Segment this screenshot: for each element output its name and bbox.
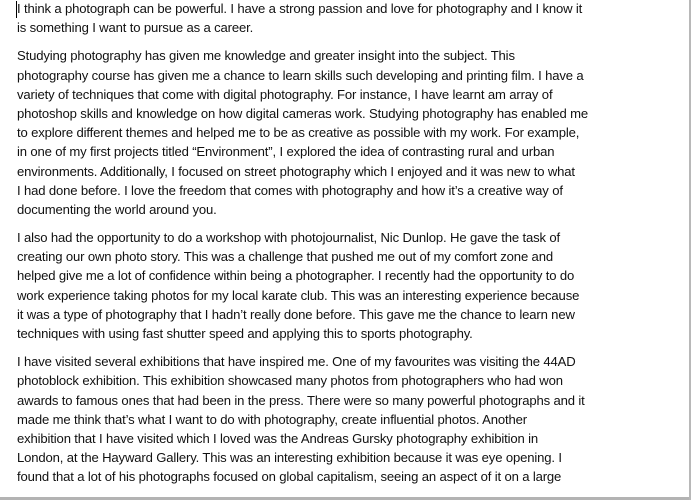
text-line: creating our own photo story. This was a challenge that pushed me out of my comfort zone and <box>17 249 553 265</box>
paragraph-4 <box>17 352 685 486</box>
text-line: I had done before. I love the freedom that comes with photography and how it’s a creative way of <box>17 182 563 198</box>
text-line: awards to famous ones that had been in the press. There were so many powerful photographs and it <box>17 392 585 408</box>
text-line: photography course has given me a chance to learn skills such developing and printing film. I have a <box>17 67 584 83</box>
text-line: in one of my first projects titled “Environment”, I explored the idea of contrasting rural and urban <box>17 144 555 160</box>
text-line: Studying photography has given me knowledge and greater insight into the subject. This <box>17 48 515 64</box>
text-line: helped give me a lot of confidence within being a photographer. I recently had the opportunity to do <box>17 268 575 284</box>
text-line: photoshop skills and knowledge on how digital cameras work. Studying photography has enabled me <box>17 105 588 121</box>
text-line: is something I want to pursue as a career. <box>17 20 254 36</box>
text-line: I think a photograph can be powerful. I have a strong passion and love for photography and I know it <box>17 1 583 16</box>
paragraph-1 <box>17 0 685 37</box>
text-line: photoblock exhibition. This exhibition showcased many photos from photographers who had won <box>17 373 563 389</box>
text-line: to explore different themes and helped me to be as creative as possible with my work. For example, <box>17 125 580 141</box>
text-line: I also had the opportunity to do a workshop with photojournalist, Nic Dunlop. He gave the task of <box>17 230 560 246</box>
text-line: London, at the Hayward Gallery. This was an interesting exhibition because it was eye opening. I <box>17 450 562 466</box>
text-line: environments. Additionally, I focused on street photography which I enjoyed and it was new to what <box>17 163 575 179</box>
text-line: work experience taking photos for my local karate club. This was an interesting experience because <box>17 287 580 303</box>
text-line: I have visited several exhibitions that have inspired me. One of my favourites was visiting the 44AD <box>17 354 576 370</box>
text-line: documenting the world around you. <box>17 201 217 217</box>
text-line: exhibition that I have visited which I loved was the Andreas Gursky photography exhibition in <box>17 430 539 446</box>
text-line: techniques with using fast shutter speed and applying this to sports photography. <box>17 326 473 341</box>
document-body[interactable] <box>17 0 685 496</box>
text-line: found that a lot of his photographs focused on global capitalism, seeing an aspect of it on a large <box>17 469 562 485</box>
text-line: it was a type of photography that I hadn’t really done before. This gave me the chance to learn new <box>17 306 575 322</box>
text-line: variety of techniques that come with digital photography. For instance, I have learnt am array of <box>17 86 553 102</box>
paragraph-3 <box>17 228 685 343</box>
text-line: made me think that’s what I want to do with photography, create influential photos. Another <box>17 411 527 427</box>
paragraph-2 <box>17 46 685 219</box>
